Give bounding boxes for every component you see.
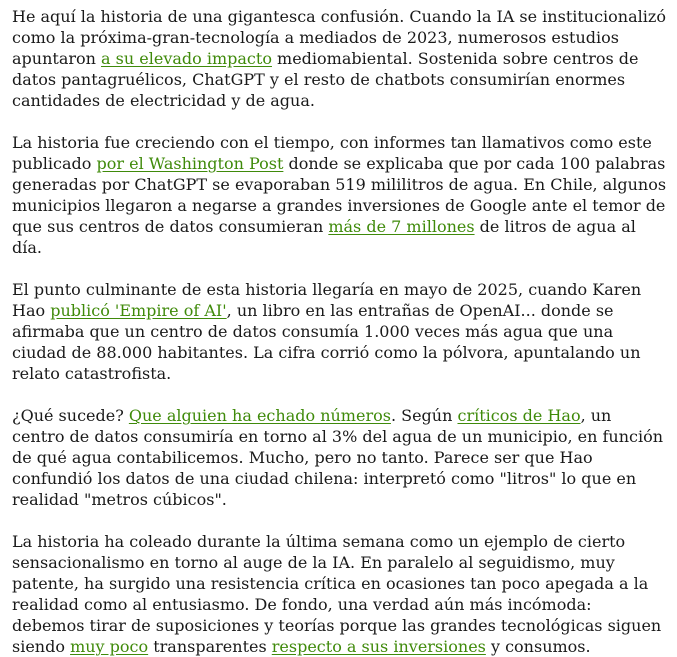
paragraph-text: , un centro de datos consumiría en torno al 3% del agua de un municipio, en función de qué agua contabilicemos. Mucho, pero no tanto. Parece ser que Hao confundió los datos de una ciudad chilena: interpretó como "litros" lo que en realidad "metros cúbicos". xyxy=(12,406,664,509)
paragraph-text: La historia fue creciendo con el tiempo, con informes tan llamativos como este publicado xyxy=(12,133,652,173)
link-elevado-impacto[interactable]: a su elevado impacto xyxy=(101,49,272,68)
link-empire-of-ai[interactable]: publicó 'Empire of AI' xyxy=(50,301,227,320)
paragraph-text: El punto culminante de esta historia llegaría en mayo de 2025, cuando Karen Hao xyxy=(12,280,642,320)
paragraph-text: He aquí la historia de una gigantesca confusión. Cuando la IA se institucionalizó como la próxima-gran-tecnología a mediados de 2023, numerosos estudios apuntaron xyxy=(12,7,666,68)
link-mas-de-7-millones[interactable]: más de 7 millones xyxy=(328,217,475,236)
link-respecto-inversiones[interactable]: respecto a sus inversiones xyxy=(271,637,486,656)
paragraph-text: donde se explicaba que por cada 100 palabras generadas por ChatGPT se evaporaban 519 mililitros de agua. En Chile, algunos municipios llegaron a negarse a grandes inversiones de Google ante el temor de que sus centros de datos consumieran xyxy=(12,154,667,236)
paragraph-text: mediomabiental. Sostenida sobre centros de datos pantagruélicos, ChatGPT y el resto de chatbots consumirían enormes cantidades de electricidad y de agua. xyxy=(12,49,639,110)
paragraph-4 xyxy=(12,405,667,510)
paragraph-2 xyxy=(12,132,667,258)
paragraph-1 xyxy=(12,6,667,111)
paragraph-3 xyxy=(12,279,667,384)
paragraph-5 xyxy=(12,531,667,657)
paragraph-text: y consumos. xyxy=(485,637,591,656)
paragraph-text: transparentes xyxy=(148,637,272,656)
link-muy-poco[interactable]: muy poco xyxy=(70,637,149,656)
paragraph-text: de litros de agua al día. xyxy=(12,217,636,257)
paragraph-text: , un libro en las entrañas de OpenAI... donde se afirmaba que un centro de datos consumía 1.000 veces más agua que una ciudad de 88.000 habitantes. La cifra corrió como la pólvora, apuntalando un relato catastrofista. xyxy=(12,301,641,383)
paragraph-text: ¿Qué sucede? xyxy=(12,406,129,425)
paragraph-text: . Según xyxy=(390,406,458,425)
link-washington-post[interactable]: por el Washington Post xyxy=(96,154,284,173)
paragraph-text: La historia ha coleado durante la última semana como un ejemplo de cierto sensacionalismo en torno al auge de la IA. En paralelo al seguidismo, muy patente, ha surgido una resistencia crítica en ocasiones tan poco apegada a la realidad como al entusiasmo. De fondo, una verdad aún más incómoda: debemos tirar de suposiciones y teorías porque las grandes tecnológicas siguen siendo xyxy=(12,532,662,656)
link-criticos-de-hao[interactable]: críticos de Hao xyxy=(457,406,581,425)
link-echado-numeros[interactable]: Que alguien ha echado números xyxy=(128,406,391,425)
